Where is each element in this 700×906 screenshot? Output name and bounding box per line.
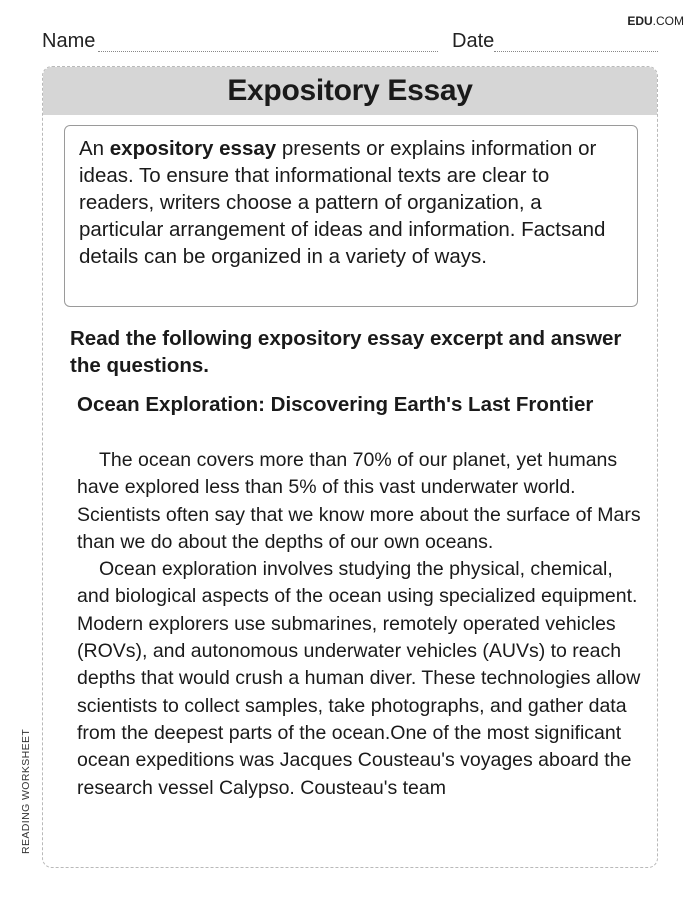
worksheet-title: Expository Essay bbox=[43, 67, 657, 115]
definition-text: presents or explains information or ideas. To ensure that informational texts are clear to readers, writers choose a pattern of organization, a particular arrangement of ideas and information. Factsand details can be organized in a variety of ways. bbox=[79, 137, 606, 268]
definition-lead: An bbox=[79, 137, 110, 160]
name-label: Name bbox=[42, 30, 96, 52]
side-label: READING WORKSHEET bbox=[20, 728, 32, 854]
definition-box bbox=[64, 125, 638, 307]
essay-paragraph: The ocean covers more than 70% of our planet, yet humans have explored less than 5% of this vast underwater world. Scientists often say that we know more about the surface of Mars than we do about the depths of our own oceans. bbox=[77, 449, 641, 553]
worksheet-panel bbox=[42, 66, 658, 868]
date-field[interactable] bbox=[494, 51, 658, 52]
definition-term: expository essay bbox=[109, 137, 277, 160]
essay-paragraph: Ocean exploration involves studying the physical, chemical, and biological aspects of the ocean using specialized equipment. Modern explorers use submarines, remotely operated vehicles (ROVs), and autonomous underwater vehicles (AUVs) to reach depths that would crush a human diver. These technologies allow scientists to collect samples, take photographs, and gather data from the deepest parts of the ocean.One of the most significant ocean expeditions was Jacques Cousteau's voyages aboard the research vessel Calypso. Cousteau's team bbox=[77, 558, 641, 799]
instruction-text: Read the following expository essay excerpt and answer the questions. bbox=[70, 327, 622, 377]
essay-body bbox=[77, 447, 647, 802]
date-label: Date bbox=[452, 30, 495, 52]
name-field[interactable] bbox=[98, 51, 438, 52]
name-date-header bbox=[42, 30, 658, 54]
brand-logo bbox=[627, 14, 684, 28]
essay-title: Ocean Exploration: Discovering Earth's Last Frontier bbox=[77, 393, 594, 416]
brand-com: .COM bbox=[652, 14, 684, 28]
brand-edu: EDU bbox=[627, 14, 653, 28]
